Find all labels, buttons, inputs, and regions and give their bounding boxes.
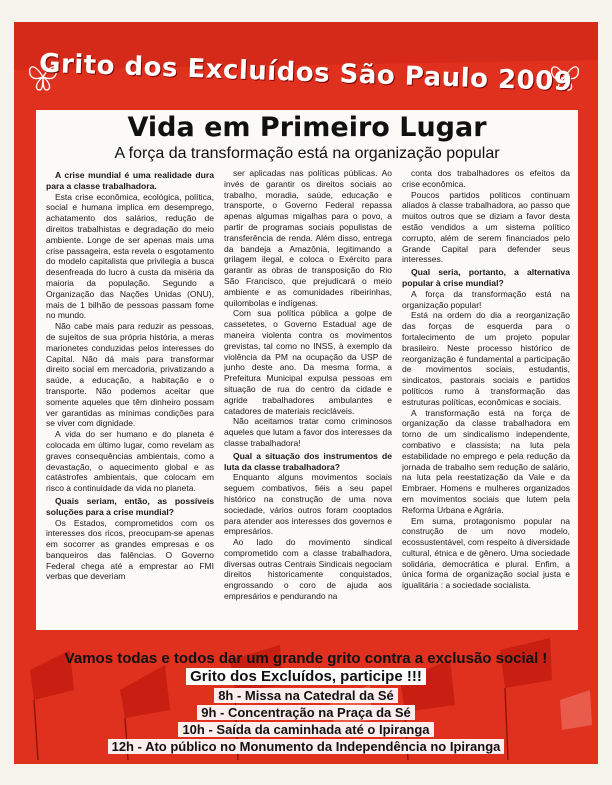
header	[0, 48, 612, 98]
article-paragraph: Está na ordem do dia a reorganização das forças de esquerda para o fortalecimento de um projeto popular brasileiro. Neste processo histórico de reorganização é fundamental a participação de movimentos sociais, estudantis, sindicatos, pastorais sociais e partidos políticos rumo à transformação das estruturas políticas, econômicas e sociais.	[402, 310, 570, 407]
schedule-item-4	[0, 739, 612, 754]
article-heading: Quais seriam, então, as possíveis soluções para a crise mundial?	[46, 495, 214, 517]
article-paragraph: Não aceitamos tratar como criminosos aqueles que lutam a favor dos interesses da classe trabalhadora!	[224, 416, 392, 448]
article-paragraph: A vida do ser humano e do planeta é colocada em último lugar, como revelam as graves consequências ambientais, como a devastação, o aquecimento global e as catástrofes ambientais, que colocam em risco a continuidade da vida no planeta.	[46, 429, 214, 494]
article-paragraph: Com sua política pública a golpe de cassetetes, o Governo Estadual age de maneira violenta contra os movimentos grevistas, tal como no INSS, à exemplo da violência da PM na ocupação da USP de junho deste ano. Da mesma forma, a Prefeitura Municipal expulsa pessoas em situação de rua do centro da cidade e agride trabalhadores ambulantes e catadores de materiais recicláveis.	[224, 308, 392, 416]
article-paragraph: Não cabe mais para reduzir as pessoas, de sujeitos de sua própria história, a meras marionetes conduzidas pelos interesses do Capital. Não dá mais para transformar direito social em mercadoria, privatizando a saúde, a educação, a habitação e o transporte. Não podemos aceitar que somente aqueles que têm dinheiro possam ver garantidas as mínimas condições para se viver com dignidade.	[46, 321, 214, 429]
footer-call	[0, 668, 612, 685]
article-column-3	[402, 168, 570, 636]
schedule-item-4-text: 12h - Ato público no Monumento da Independência no Ipiranga	[108, 739, 505, 754]
article-paragraph: Ao lado do movimento sindical comprometido com a classe trabalhadora, diversas outras Centrais Sindicais negociam direitos historicamente conquistados, engrossando o coro de ajuda aos empresários e pendurando na	[224, 537, 392, 602]
article-paragraph: Enquanto alguns movimentos sociais seguem combativos, fiéis a seu papel histórico na construção de uma nova sociedade, vários outros foram cooptados para atender aos interesses dos governos e empresários.	[224, 472, 392, 537]
footer-slogan: Vamos todas e todos dar um grande grito contra a exclusão social !	[64, 650, 548, 667]
article-paragraph: A força da transformação está na organização popular!	[402, 288, 570, 310]
schedule-item-2-text: 9h - Concentração na Praça da Sé	[197, 705, 415, 720]
subtitle: A força da transformação está na organização popular	[114, 145, 500, 162]
schedule-item-2	[0, 705, 612, 720]
article-heading: A crise mundial é uma realidade dura para a classe trabalhadora.	[46, 170, 214, 191]
article-paragraph: A transformação está na força de organização da classe trabalhadora em torno de um sindicalismo independente, combativo e classista; na luta pela estabilidade no emprego e pela redução da jornada de trabalho sem redução de salário, na luta pela reestatização da Vale e da Embraer. Homens e mulheres organizados em movimentos sociais que lutem pela Reforma Urbana e Agrária.	[402, 407, 570, 515]
schedule-item-3-text: 10h - Saída da caminhada até o Ipiranga	[178, 722, 433, 737]
schedule-item-1	[0, 688, 612, 703]
article-paragraph: Os Estados, comprometidos com os interesses dos ricos, preocupam-se apenas em socorrer as grandes empresas e os banqueiros das falências. O Governo Federal chega até a emprestar ao FMI verbas que deveriam	[46, 517, 214, 582]
schedule-item-1-text: 8h - Missa na Catedral da Sé	[214, 688, 398, 703]
article-paragraph: conta dos trabalhadores os efeitos da crise econômica.	[402, 168, 570, 189]
article-columns	[46, 168, 570, 636]
article-column-1	[46, 168, 214, 636]
article-column-2	[224, 168, 392, 636]
article-panel	[36, 110, 578, 638]
article-heading: Qual a situação dos instrumentos de luta da classe trabalhadora?	[224, 450, 392, 472]
article-paragraph: ser aplicadas nas políticas públicas. Ao invés de garantir os direitos sociais ao trabalho, moradia, saúde, educação e transporte, o Governo Federal repassa apenas algumas migalhas para o povo, a partir de programas sociais populistas de transferência de renda. Além disso, entrega da bandeja a Amazônia, legitimando a grilagem ilegal, e coloca o Exército para garantir as obras de transposição do Rio São Francisco, que prejudicará o meio ambiente e as comunidades ribeirinhas, quilombolas e indígenas.	[224, 168, 392, 308]
article-heading: Qual seria, portanto, a alternativa popular à crise mundial?	[402, 267, 570, 288]
article-paragraph: Poucos partidos políticos continuam aliados à classe trabalhadora, ao passo que muitos outros que se diziam a favor desta estão vendidos a um sistema político corrupto, além de serem financiados pelo Grande Capital para defender seus interesses.	[402, 189, 570, 265]
schedule-item-3	[0, 722, 612, 737]
article-paragraph: Em suma, protagonismo popular na construção de um novo modelo, ecossustentável, com respeito à diversidade cultural, étnica e de gênero. Uma sociedade solidária, democrática e plural. Enfim, a única forma de organização social justa e igualitária : a sociedade socialista.	[402, 515, 570, 591]
article-paragraph: Esta crise econômica, ecológica, política, social e humana implica em desemprego, achatamento dos salários, redução de direitos trabalhistas e degradação do meio ambiente. Longe de ser apenas mais uma crise passageira, esta revela o esgotamento do modelo capitalista que privilegia a busca desenfreada do lucro à custa da miséria da maioria da população. Segundo a Organização das Nações Unidas (ONU), mais de 1 bilhão de pessoas passam fome no mundo.	[46, 191, 214, 321]
main-title: Vida em Primeiro Lugar	[127, 112, 487, 143]
header-title: Grito dos Excluídos São Paulo 2009	[38, 48, 574, 98]
footer-call-text: Grito dos Excluídos, participe !!!	[186, 668, 426, 685]
